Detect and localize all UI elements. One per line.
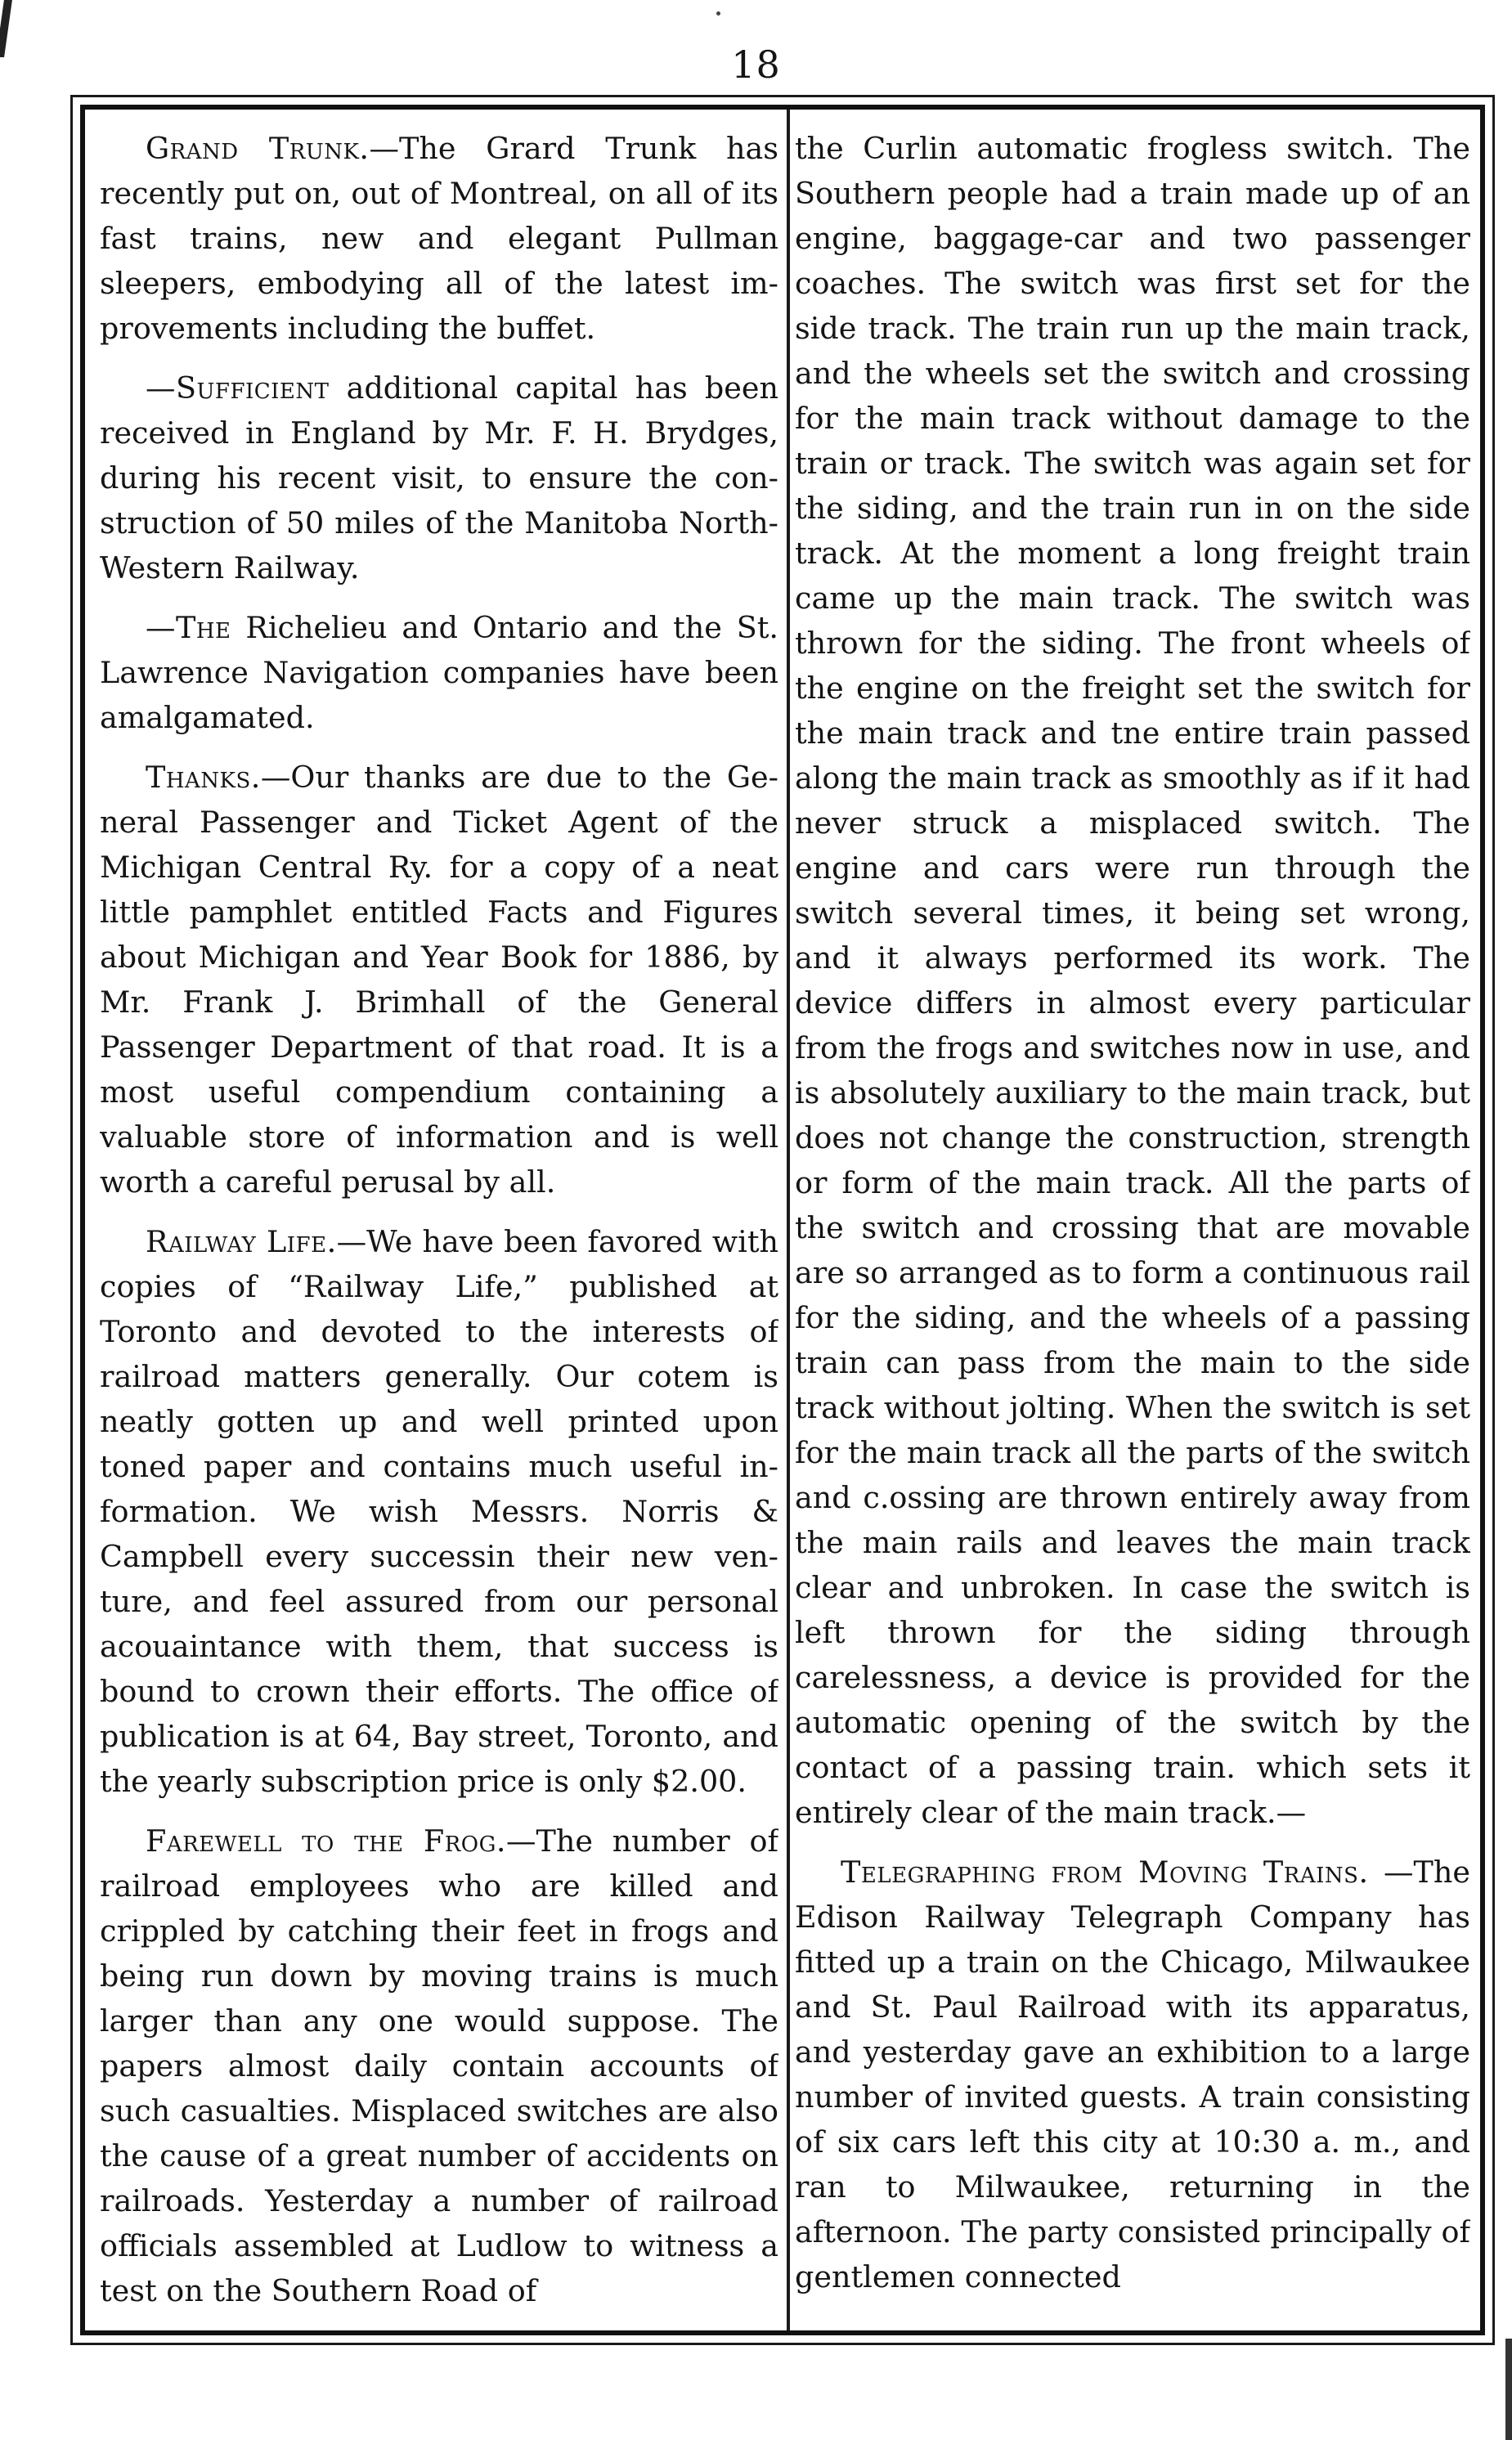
right-column	[795, 126, 1470, 2326]
paragraph-text: —The Edison Railway Telegraph Company has fitted up a train on the Chicago, Milwaukee and St. Paul Railroad with its apparatus, and yesterday gave an exhibition to a large number of invited guests. A train consisting of six cars left this city at 10:30 a. m., and ran to Milwaukee, returning in the afternoon. The party consisted principally of gentlemen connected	[795, 1855, 1470, 2294]
paragraph-heading: Thanks.	[146, 760, 261, 795]
paragraph-text: —Our thanks are due to the General Passenger and Ticket Agent of the Michigan Central Ry. for a copy of a neat little pamphlet entitled Facts and Figures about Michigan and Year Book for 1886, by Mr. Frank J. Brimhall of the General Passenger Department of that road. It is a most useful compendium containing a valuable store of information and is well worth a careful perusal by all.	[100, 760, 778, 1200]
paragraph-heading: Railway Life.	[146, 1224, 337, 1259]
paragraph-text: —The Grard Trunk has recently put on, out of Montreal, on all of its fast trains, new and elegant Pullman sleepers, embodying all of the latest improvements including the buffet.	[100, 131, 778, 346]
paragraph-railway-life	[100, 1219, 778, 1804]
paragraph-text: additional capital has been received in England by Mr. F. H. Brydges, during his recent visit, to ensure the construction of 50 miles of the Manitoba North-Western Railway.	[100, 370, 778, 585]
scan-edge-mark	[1505, 2339, 1512, 2440]
paragraph-heading: —Sufficient	[146, 370, 330, 406]
paragraph-heading: Farewell to the Frog.	[146, 1823, 506, 1859]
paragraph-telegraphing-from-moving-trains	[795, 1850, 1470, 2299]
paragraph-text: —We have been favored with copies of “Railway Life,” published at Toronto and devoted to the interests of railroad matters generally. Our cotem is neatly gotten up and well printed upon toned paper and contains much useful information. We wish Messrs. Norris & Campbell every successin their new venture, and feel assured from our personal acouaintance with them, that success is bound to crown their efforts. The office of publication is at 64, Bay street, Toronto, and the yearly subscription price is only $2.00.	[100, 1224, 778, 1799]
paragraph-heading: Telegraphing from Moving Trains.	[841, 1855, 1369, 1890]
paragraph-heading: —The	[146, 610, 231, 645]
paragraph-sufficient-capital	[100, 366, 778, 590]
paragraph-text: —The number of railroad employees who are killed and crippled by catching their feet in frogs and being run down by moving trains is much larger than any one would suppose. The papers almost daily contain accounts of such casualties. Misplaced switches are also the cause of a great number of accidents on railroads. Yesterday a number of railroad officials assembled at Ludlow to witness a test on the Southern Road of	[100, 1823, 778, 2308]
paragraph-farewell-to-the-frog	[100, 1819, 778, 2313]
paragraph-grand-trunk	[100, 126, 778, 351]
page-number: 18	[731, 43, 781, 87]
paragraph-richelieu	[100, 605, 778, 740]
scan-speck	[716, 11, 720, 16]
paragraph-text: Richelieu and Ontario and the St. Lawrence Navigation companies have been amalgamated.	[100, 610, 778, 735]
paragraph-text: the Curlin automatic frogless switch. The Southern people had a train made up of an engine, baggage-car and two passenger coaches. The switch was first set for the side track. The train run up the main track, and the wheels set the switch and crossing for the main track without damage to the train or track. The switch was again set for the siding, and the train run in on the side track. At the moment a long freight train came up the main track. The switch was thrown for the siding. The front wheels of the engine on the freight set the switch for the main track and tne entire train passed along the main track as smoothly as if it had never struck a misplaced switch. The engine and cars were run through the switch several times, it being set wrong, and it always performed its work. The device differs in almost every particular from the frogs and switches now in use, and is absolutely auxiliary to the main track, but does not change the construction, strength or form of the main track. All the parts of the switch and crossing that are movable are so arranged as to form a continuous rail for the siding, and the wheels of a passing train can pass from the main to the side track without jolting. When the switch is set for the main track all the parts of the switch and c.ossing are thrown entirely away from the main rails and leaves the main track clear and unbroken. In case the switch is left thrown for the siding through carelessness, a device is provided for the automatic opening of the switch by the contact of a passing train. which sets it entirely clear of the main track.—	[795, 131, 1470, 1830]
paragraph-frogless-switch-continued	[795, 126, 1470, 1835]
paragraph-heading: Grand Trunk.	[146, 131, 370, 166]
left-column	[100, 126, 778, 2326]
paragraph-thanks	[100, 755, 778, 1204]
column-divider	[787, 110, 790, 2330]
